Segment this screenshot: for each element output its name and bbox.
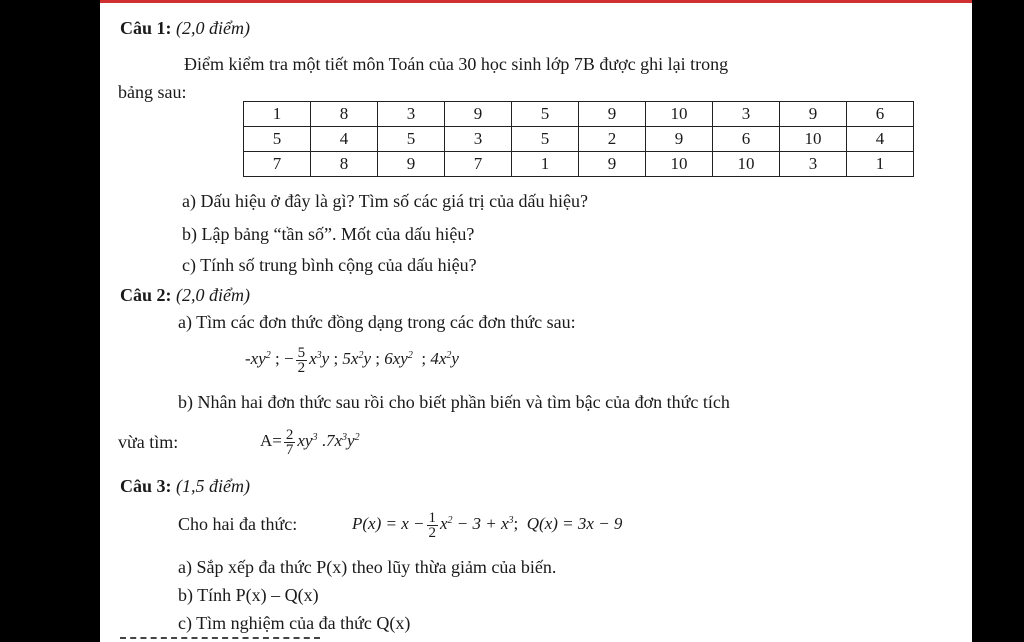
table-cell: 10 bbox=[780, 127, 847, 152]
table-cell: 8 bbox=[311, 152, 378, 177]
q3-c: c) Tìm nghiệm của đa thức Q(x) bbox=[178, 613, 411, 633]
q3-b: b) Tính P(x) – Q(x) bbox=[178, 585, 319, 605]
q3-heading bbox=[120, 475, 250, 497]
table-row bbox=[244, 127, 914, 152]
table-row bbox=[244, 152, 914, 177]
monomial-5: $4x^2y$ bbox=[430, 349, 459, 368]
q1-points: (2,0 điểm) bbox=[176, 18, 250, 38]
q1-c: c) Tính số trung bình cộng của dấu hiệu? bbox=[182, 255, 477, 275]
table-cell: 3 bbox=[713, 102, 780, 127]
table-cell: 4 bbox=[847, 127, 914, 152]
cut-off-next-line bbox=[120, 637, 320, 642]
table-cell: 2 bbox=[579, 127, 646, 152]
q3-points: (1,5 điểm) bbox=[176, 476, 250, 496]
q2-title: Câu 2: bbox=[120, 285, 172, 305]
monomial-4: $6xy^2$ bbox=[384, 349, 413, 368]
monomial-2: − $\frac{5}{2}$ $x^3y$ bbox=[284, 344, 330, 376]
table-cell: 7 bbox=[244, 152, 311, 177]
table-cell: 10 bbox=[713, 152, 780, 177]
table-cell: 3 bbox=[780, 152, 847, 177]
table-cell: 5 bbox=[244, 127, 311, 152]
monomial-1: $-xy^2$ bbox=[245, 349, 271, 368]
monomial-product-A: A= $\frac{2}{7}$ $xy^3$ $.7x^3y^2$ bbox=[260, 426, 360, 458]
table-cell: 10 bbox=[646, 152, 713, 177]
table-cell: 1 bbox=[244, 102, 311, 127]
table-cell: 3 bbox=[445, 127, 512, 152]
table-cell: 4 bbox=[311, 127, 378, 152]
q1-a: a) Dấu hiệu ở đây là gì? Tìm số các giá trị của dấu hiệu? bbox=[182, 191, 589, 211]
q1-intro-line1: Điểm kiểm tra một tiết môn Toán của 30 học sinh lớp 7B được ghi lại trong bbox=[184, 54, 729, 74]
table-cell: 5 bbox=[512, 127, 579, 152]
polynomial-P: P(x) = x − $\frac{1}{2}$ $x^2 - 3 + x^3$ bbox=[352, 509, 514, 541]
table-cell: 9 bbox=[579, 152, 646, 177]
q2-heading bbox=[120, 284, 250, 306]
table-cell: 8 bbox=[311, 102, 378, 127]
q1-intro-line2: bảng sau: bbox=[118, 82, 187, 102]
table-cell: 10 bbox=[646, 102, 713, 127]
q2-points: (2,0 điểm) bbox=[176, 285, 250, 305]
table-cell: 9 bbox=[780, 102, 847, 127]
monomial-3: $5x^2y$ bbox=[342, 349, 372, 368]
document-page bbox=[100, 0, 972, 642]
table-cell: 9 bbox=[646, 127, 713, 152]
table-cell: 5 bbox=[512, 102, 579, 127]
q1-title: Câu 1: bbox=[120, 18, 172, 38]
table-cell: 1 bbox=[512, 152, 579, 177]
polynomial-Q: Q(x) = 3x − 9 bbox=[526, 514, 623, 533]
q2-monomial-list: $-xy^2$ ; − $\frac{5}{2}$ $x^3y$ ; $5x^2y$ ; $6xy^2$ ; $4x^2y$ bbox=[245, 344, 459, 376]
table-cell: 3 bbox=[378, 102, 445, 127]
q2-b-line1: b) Nhân hai đơn thức sau rồi cho biết phần biến và tìm bậc của đơn thức tích bbox=[178, 392, 730, 412]
q2-b-line2: vừa tìm: bbox=[118, 432, 179, 452]
q1-heading bbox=[120, 17, 250, 39]
score-table bbox=[243, 101, 914, 177]
table-cell: 6 bbox=[713, 127, 780, 152]
table-cell: 7 bbox=[445, 152, 512, 177]
table-cell: 6 bbox=[847, 102, 914, 127]
table-cell: 1 bbox=[847, 152, 914, 177]
table-row bbox=[244, 102, 914, 127]
table-cell: 9 bbox=[445, 102, 512, 127]
q3-a: a) Sắp xếp đa thức P(x) theo lũy thừa giảm của biến. bbox=[178, 557, 557, 577]
q1-b: b) Lập bảng “tần số”. Mốt của dấu hiệu? bbox=[182, 224, 475, 244]
table-cell: 9 bbox=[579, 102, 646, 127]
table-cell: 9 bbox=[378, 152, 445, 177]
q3-intro: Cho hai đa thức: bbox=[178, 514, 298, 534]
polynomials-P-Q: P(x) = x − $\frac{1}{2}$ $x^2 - 3 + x^3$; Q(x) = 3x − 9 bbox=[352, 509, 623, 541]
table-cell: 5 bbox=[378, 127, 445, 152]
q2-a: a) Tìm các đơn thức đồng dạng trong các đơn thức sau: bbox=[178, 312, 576, 332]
q3-title: Câu 3: bbox=[120, 476, 172, 496]
